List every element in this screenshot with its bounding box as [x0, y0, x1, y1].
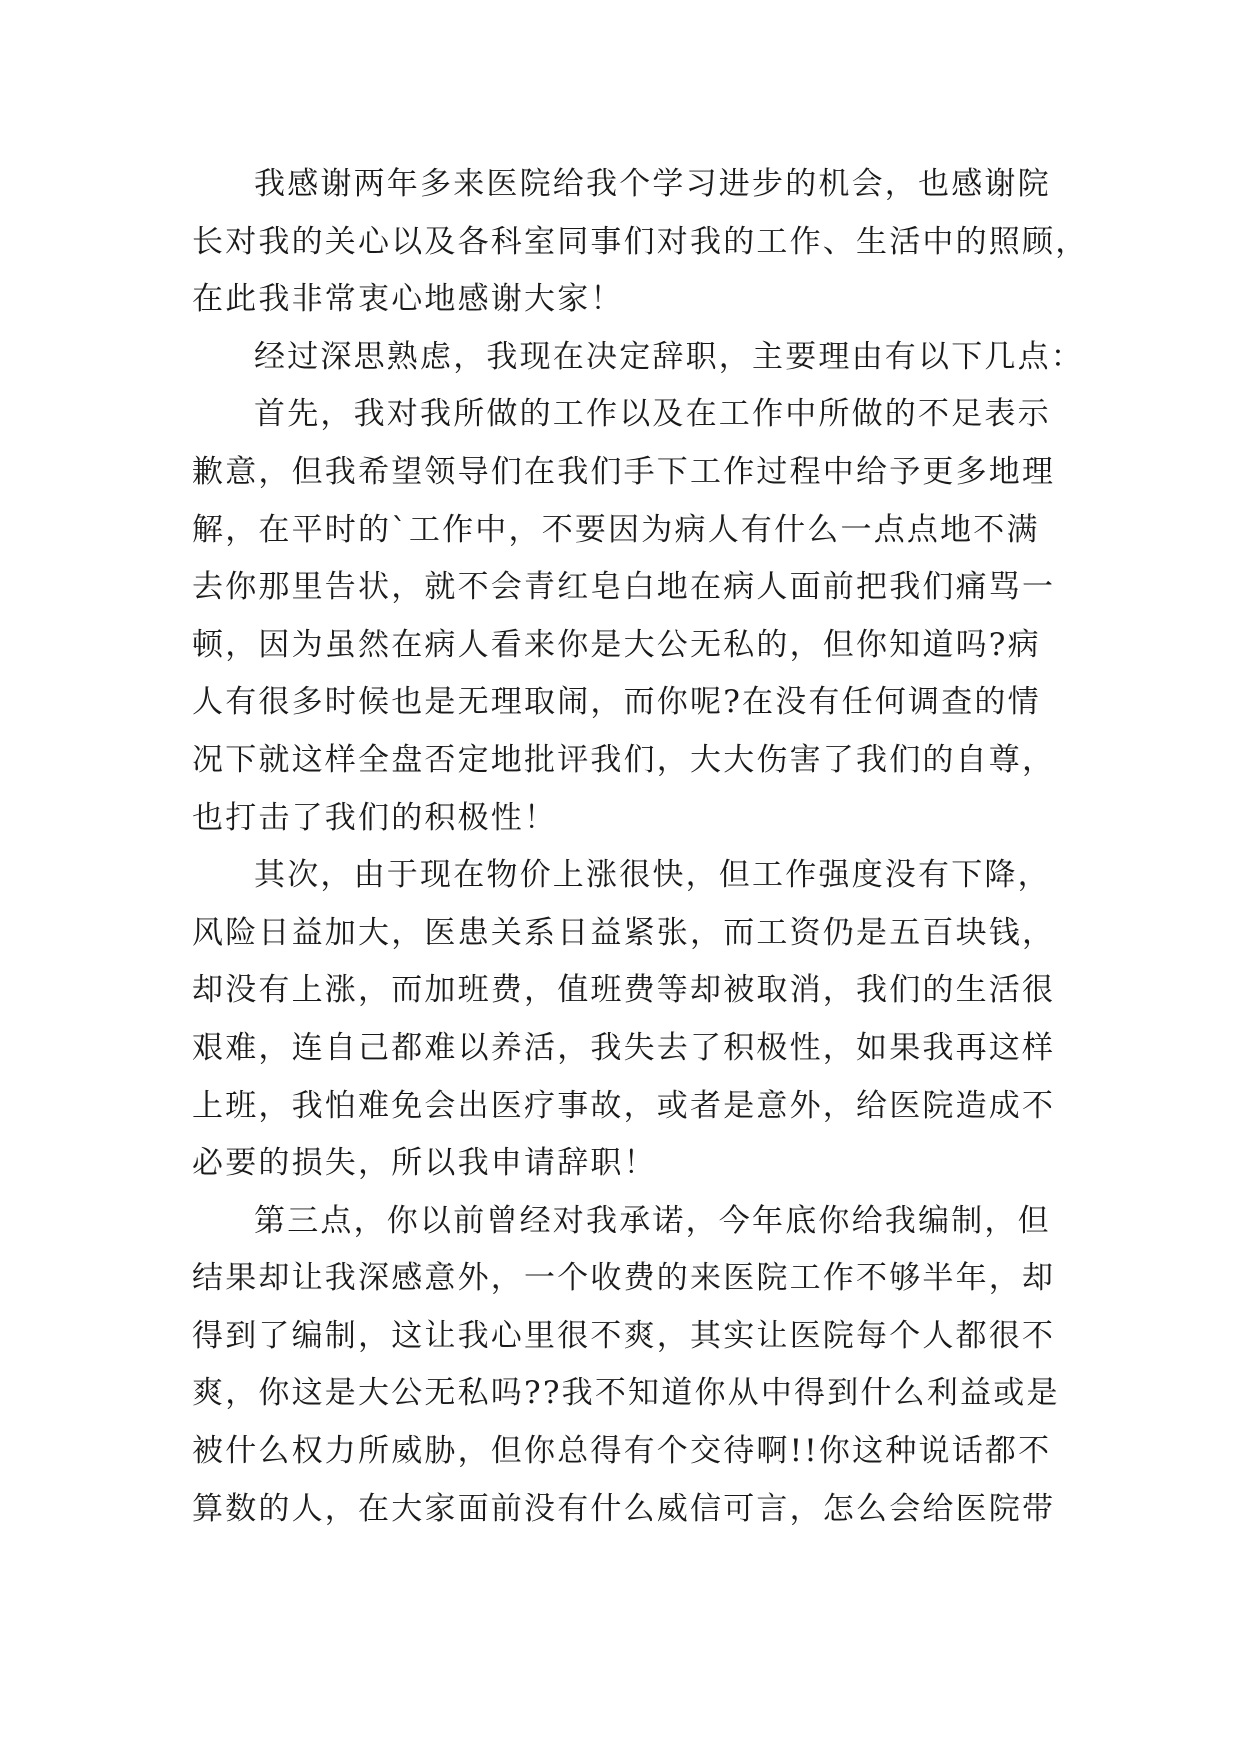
paragraph-line: 必要的损失，所以我申请辞职！ [192, 1145, 657, 1182]
paragraph-line: 人有很多时候也是无理取闹，而你呢?在没有任何调查的情 [192, 684, 1041, 721]
paragraph-line: 歉意，但我希望领导们在我们手下工作过程中给予更多地理 [192, 453, 1056, 490]
paragraph-line: 艰难，连自己都难以养活，我失去了积极性，如果我再这样 [192, 1029, 1056, 1066]
paragraph-line: 首先，我对我所做的工作以及在工作中所做的不足表示 [254, 396, 1051, 433]
paragraph-line: 经过深思熟虑，我现在决定辞职，主要理由有以下几点： [254, 338, 1084, 375]
paragraph-line: 解，在平时的`工作中，不要因为病人有什么一点点地不满 [192, 511, 1040, 548]
paragraph-line: 得到了编制，这让我心里很不爽，其实让医院每个人都很不 [192, 1317, 1056, 1354]
paragraph-line: 我感谢两年多来医院给我个学习进步的机会，也感谢院 [254, 166, 1051, 202]
paragraph-line: 上班，我怕难免会出医疗事故，或者是意外，给医院造成不 [192, 1087, 1056, 1124]
paragraph-reason-first [192, 386, 1056, 847]
paragraph-line: 算数的人，在大家面前没有什么威信可言，怎么会给医院带 [192, 1490, 1056, 1527]
paragraph-line: 在此我非常衷心地感谢大家！ [192, 281, 624, 318]
paragraph-line: 第三点，你以前曾经对我承诺，今年底你给我编制，但 [254, 1202, 1051, 1239]
paragraph-line: 却没有上涨，而加班费，值班费等却被取消，我们的生活很 [192, 972, 1056, 1009]
paragraph-line: 风险日益加大，医患关系日益紧张，而工资仍是五百块钱， [192, 914, 1056, 951]
paragraph-line: 被什么权力所威胁，但你总得有个交待啊!!你这种说话都不 [192, 1433, 1052, 1470]
paragraph-gratitude [192, 156, 1089, 329]
paragraph-reason-second [192, 847, 1056, 1193]
paragraph-line: 其次，由于现在物价上涨很快，但工作强度没有下降， [254, 857, 1051, 894]
paragraph-line: 结果却让我深感意外，一个收费的来医院工作不够半年，却 [192, 1260, 1056, 1297]
paragraph-decision [192, 329, 1084, 387]
paragraph-line: 况下就这样全盘否定地批评我们，大大伤害了我们的自尊， [192, 741, 1056, 778]
paragraph-reason-third [192, 1193, 1060, 1539]
paragraph-line: 顿，因为虽然在病人看来你是大公无私的，但你知道吗?病 [192, 626, 1041, 663]
paragraph-line: 去你那里告状，就不会青红皂白地在病人面前把我们痛骂一 [192, 569, 1056, 606]
paragraph-line: 也打击了我们的积极性！ [192, 799, 558, 836]
document-body [192, 156, 1089, 1538]
paragraph-line: 爽，你这是大公无私吗??我不知道你从中得到什么利益或是 [192, 1375, 1060, 1412]
paragraph-line: 长对我的关心以及各科室同事们对我的工作、生活中的照顾， [192, 223, 1089, 260]
